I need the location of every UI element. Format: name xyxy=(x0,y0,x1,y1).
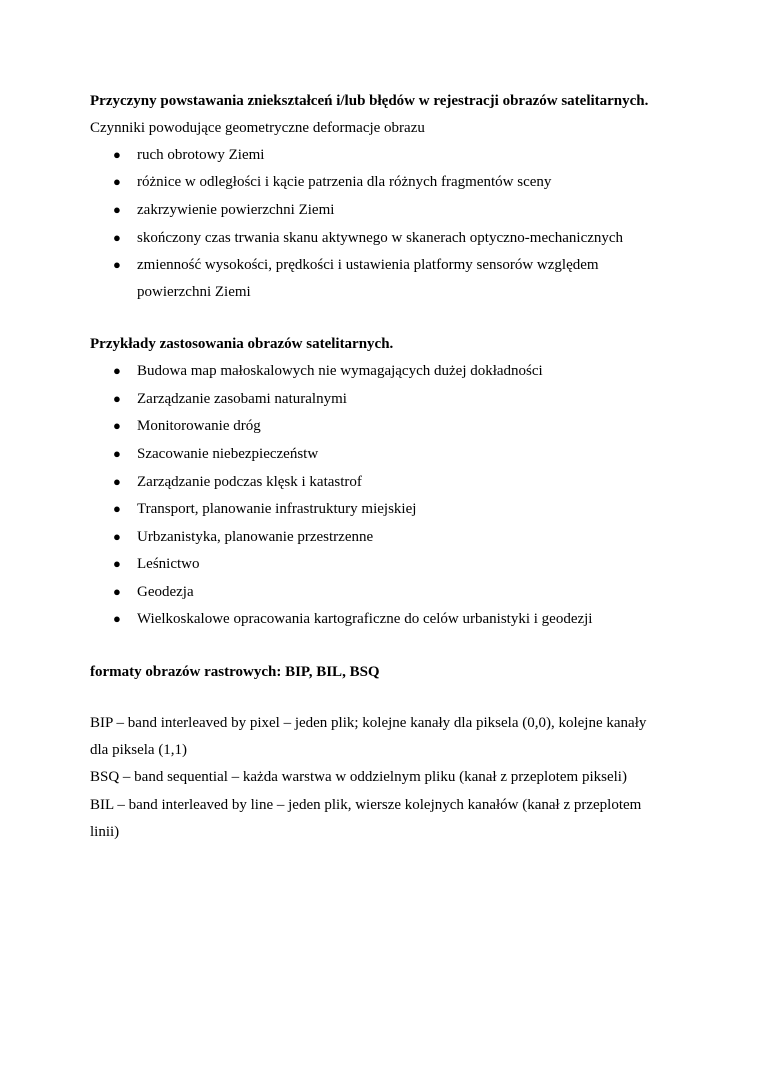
bullet-icon: ● xyxy=(113,257,121,272)
bullet-icon: ● xyxy=(113,230,121,245)
list-item: Transport, planowanie infrastruktury miejskiej xyxy=(137,501,417,517)
bullet-icon: ● xyxy=(113,584,121,599)
section-heading-distortions: Przyczyny powstawania zniekształceń i/lub błędów w rejestracji obrazów satelitarnych. xyxy=(90,93,649,109)
bullet-icon: ● xyxy=(113,529,121,544)
list-item: Budowa map małoskalowych nie wymagających dużej dokładności xyxy=(137,363,543,379)
bullet-icon: ● xyxy=(113,556,121,571)
list-item: ruch obrotowy Ziemi xyxy=(137,147,265,163)
bullet-icon: ● xyxy=(113,446,121,461)
bip-description: BIP – band interleaved by pixel – jeden plik; kolejne kanały dla piksela (0,0), kolejne kanały xyxy=(90,715,647,731)
section-heading-applications: Przykłady zastosowania obrazów satelitarnych. xyxy=(90,336,394,352)
list-item: Monitorowanie dróg xyxy=(137,418,261,434)
bsq-description: BSQ – band sequential – każda warstwa w oddzielnym pliku (kanał z przeplotem pikseli) xyxy=(90,769,627,785)
bil-description-continuation: linii) xyxy=(90,824,120,840)
list-item: Zarządzanie podczas klęsk i katastrof xyxy=(137,474,362,490)
bullet-icon: ● xyxy=(113,202,121,217)
list-item: Geodezja xyxy=(137,584,194,600)
bullet-icon: ● xyxy=(113,474,121,489)
bullet-icon: ● xyxy=(113,174,121,189)
list-item: różnice w odległości i kącie patrzenia dla różnych fragmentów sceny xyxy=(137,174,552,190)
list-item: Zarządzanie zasobami naturalnymi xyxy=(137,391,347,407)
list-item: Urbzanistyka, planowanie przestrzenne xyxy=(137,529,374,545)
bullet-icon: ● xyxy=(113,501,121,516)
bullet-icon: ● xyxy=(113,363,121,378)
list-item: Szacowanie niebezpieczeństw xyxy=(137,446,319,462)
list-item: skończony czas trwania skanu aktywnego w skanerach optyczno-mechanicznych xyxy=(137,230,624,246)
bil-description: BIL – band interleaved by line – jeden plik, wiersze kolejnych kanałów (kanał z przeplotem xyxy=(90,797,642,813)
bullet-icon: ● xyxy=(113,418,121,433)
list-item: Wielkoskalowe opracowania kartograficzne do celów urbanistyki i geodezji xyxy=(137,611,593,627)
section-intro: Czynniki powodujące geometryczne deformacje obrazu xyxy=(90,120,425,136)
bullet-icon: ● xyxy=(113,611,121,626)
bullet-icon: ● xyxy=(113,391,121,406)
list-item: Leśnictwo xyxy=(137,556,200,572)
bip-description-continuation: dla piksela (1,1) xyxy=(90,742,188,758)
bullet-icon: ● xyxy=(113,147,121,162)
list-item: zmienność wysokości, prędkości i ustawienia platformy sensorów względem xyxy=(137,257,599,273)
list-item-continuation: powierzchni Ziemi xyxy=(137,284,251,300)
section-heading-raster-formats: formaty obrazów rastrowych: BIP, BIL, BSQ xyxy=(90,664,380,680)
list-item: zakrzywienie powierzchni Ziemi xyxy=(137,202,335,218)
